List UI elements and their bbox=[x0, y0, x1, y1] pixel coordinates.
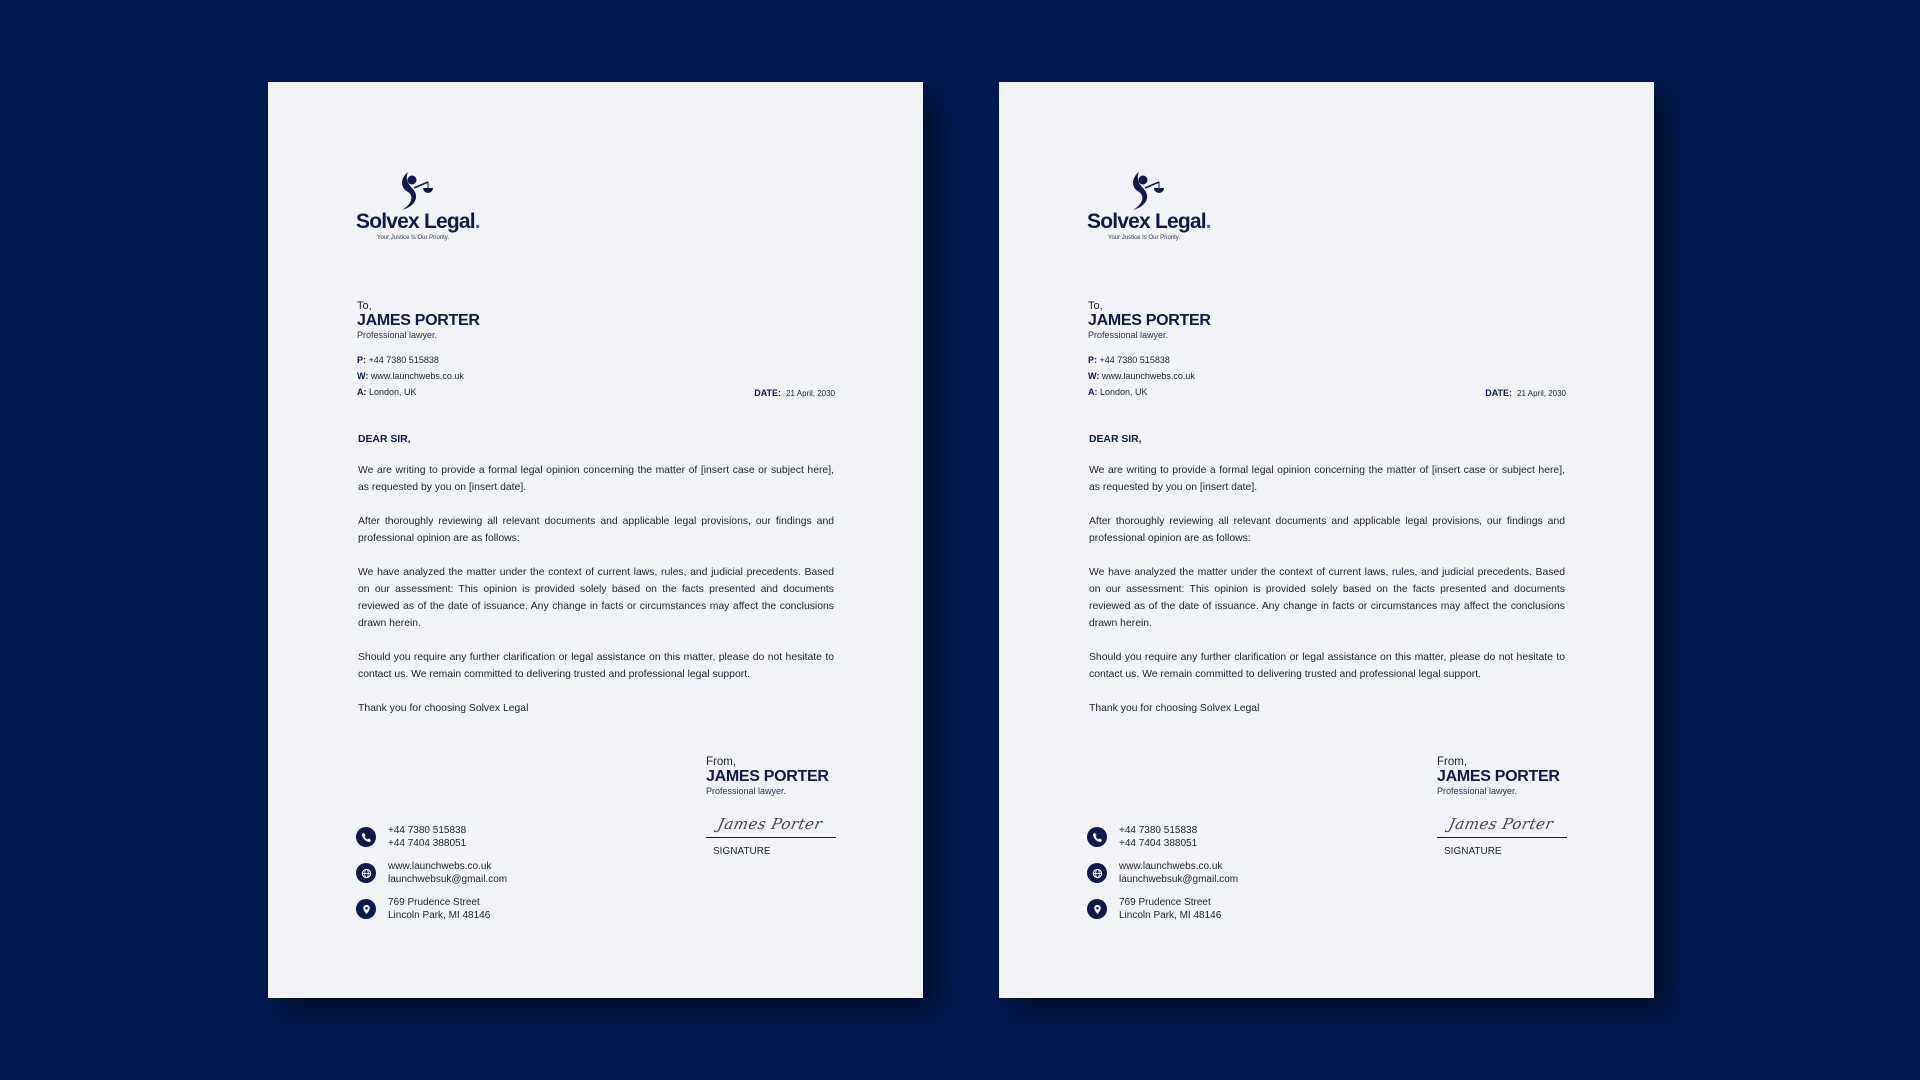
recipient-contacts bbox=[357, 352, 480, 400]
letterhead-page-right bbox=[999, 82, 1654, 998]
recipient-name: JAMES PORTER bbox=[357, 312, 480, 329]
from-label: From, bbox=[1437, 756, 1468, 768]
recipient-website: W: www.launchwebs.co.uk bbox=[1088, 371, 1195, 381]
brand-tagline: Your Justice Is Our Priority. bbox=[377, 235, 450, 241]
recipient-phone: P: +44 7380 515838 bbox=[1088, 355, 1170, 365]
brand-name: Solvex Legal. bbox=[1087, 210, 1211, 233]
footer-address-1: 769 Prudence Street bbox=[388, 897, 480, 908]
footer-address-row bbox=[1087, 896, 1238, 922]
globe-icon bbox=[356, 863, 376, 883]
signature-line bbox=[1437, 801, 1567, 838]
handwritten-signature: James Porter bbox=[1447, 815, 1556, 833]
footer-phone-1: +44 7380 515838 bbox=[1119, 825, 1198, 836]
footer-phone-1: +44 7380 515838 bbox=[388, 825, 467, 836]
footer-address-row bbox=[356, 896, 507, 922]
footer-contacts bbox=[1087, 824, 1238, 932]
recipient-website: W: www.launchwebs.co.uk bbox=[357, 371, 464, 381]
signature-label: SIGNATURE bbox=[713, 846, 771, 857]
globe-icon bbox=[1087, 863, 1107, 883]
letterhead-page-left bbox=[268, 82, 923, 998]
to-label: To, bbox=[357, 300, 372, 312]
footer-web-row bbox=[1087, 860, 1238, 886]
footer-phone-row bbox=[356, 824, 507, 850]
footer-contacts bbox=[356, 824, 507, 932]
closing-line: Thank you for choosing Solvex Legal bbox=[1089, 703, 1260, 714]
letter-date: DATE: 21 April, 2030 bbox=[1485, 388, 1566, 398]
paragraph: After thoroughly reviewing all relevant documents and applicable legal provisions, our findings and professional opinion are as follows: bbox=[358, 516, 834, 544]
phone-icon bbox=[356, 827, 376, 847]
handwritten-signature: James Porter bbox=[716, 815, 825, 833]
sender-block bbox=[1437, 756, 1567, 857]
signature-label: SIGNATURE bbox=[1444, 846, 1502, 857]
footer-email: launchwebsuk@gmail.com bbox=[1119, 874, 1239, 885]
paragraph: We are writing to provide a formal legal opinion concerning the matter of [insert case or subject here], as requested by you on [insert date]. bbox=[358, 465, 834, 493]
footer-website: www.launchwebs.co.uk bbox=[1119, 861, 1223, 872]
letter-body bbox=[358, 431, 834, 734]
recipient-address: A: London, UK bbox=[357, 387, 417, 397]
footer-phone-2: +44 7404 388051 bbox=[388, 838, 467, 849]
paragraph: We have analyzed the matter under the context of current laws, rules, and judicial precedents. Based on our assessment: This opinion is provided solely based on the facts presented and documents reviewed as of the date of issuance. Any change in facts or circumstances may affect the conclusions drawn herein. bbox=[1089, 567, 1565, 629]
brand-logo bbox=[1087, 170, 1217, 241]
location-pin-icon bbox=[356, 899, 376, 919]
signature-line bbox=[706, 801, 836, 838]
footer-address-2: Lincoln Park, MI 48146 bbox=[388, 910, 491, 921]
greeting: DEAR SIR, bbox=[1089, 434, 1142, 445]
sender-role: Professional lawyer. bbox=[706, 786, 787, 796]
recipient-phone: P: +44 7380 515838 bbox=[357, 355, 439, 365]
sender-name: JAMES PORTER bbox=[706, 768, 829, 785]
greeting: DEAR SIR, bbox=[358, 434, 411, 445]
brand-name: Solvex Legal. bbox=[356, 210, 480, 233]
sender-role: Professional lawyer. bbox=[1437, 786, 1518, 796]
recipient-role: Professional lawyer. bbox=[1088, 330, 1169, 340]
recipient-name: JAMES PORTER bbox=[1088, 312, 1211, 329]
justice-figure-icon bbox=[1125, 170, 1165, 212]
paragraph: Should you require any further clarification or legal assistance on this matter, please do not hesitate to contact us. We remain committed to delivering trusted and professional legal support. bbox=[358, 652, 834, 680]
recipient-contacts bbox=[1088, 352, 1211, 400]
footer-phone-row bbox=[1087, 824, 1238, 850]
footer-email: launchwebsuk@gmail.com bbox=[388, 874, 508, 885]
paragraph: Should you require any further clarification or legal assistance on this matter, please do not hesitate to contact us. We remain committed to delivering trusted and professional legal support. bbox=[1089, 652, 1565, 680]
location-pin-icon bbox=[1087, 899, 1107, 919]
paragraph: We are writing to provide a formal legal opinion concerning the matter of [insert case or subject here], as requested by you on [insert date]. bbox=[1089, 465, 1565, 493]
recipient-block bbox=[1088, 300, 1211, 400]
recipient-role: Professional lawyer. bbox=[357, 330, 438, 340]
recipient-address: A: London, UK bbox=[1088, 387, 1148, 397]
from-label: From, bbox=[706, 756, 737, 768]
footer-address-1: 769 Prudence Street bbox=[1119, 897, 1211, 908]
footer-phone-2: +44 7404 388051 bbox=[1119, 838, 1198, 849]
justice-figure-icon bbox=[394, 170, 434, 212]
footer-website: www.launchwebs.co.uk bbox=[388, 861, 492, 872]
closing-line: Thank you for choosing Solvex Legal bbox=[358, 703, 529, 714]
to-label: To, bbox=[1088, 300, 1103, 312]
footer-web-row bbox=[356, 860, 507, 886]
letter-date: DATE: 21 April, 2030 bbox=[754, 388, 835, 398]
sender-name: JAMES PORTER bbox=[1437, 768, 1560, 785]
footer-address-2: Lincoln Park, MI 48146 bbox=[1119, 910, 1222, 921]
phone-icon bbox=[1087, 827, 1107, 847]
brand-logo bbox=[356, 170, 486, 241]
brand-tagline: Your Justice Is Our Priority. bbox=[1108, 235, 1181, 241]
paragraph: After thoroughly reviewing all relevant documents and applicable legal provisions, our findings and professional opinion are as follows: bbox=[1089, 516, 1565, 544]
letter-body bbox=[1089, 431, 1565, 734]
recipient-block bbox=[357, 300, 480, 400]
sender-block bbox=[706, 756, 836, 857]
paragraph: We have analyzed the matter under the context of current laws, rules, and judicial precedents. Based on our assessment: This opinion is provided solely based on the facts presented and documents reviewed as of the date of issuance. Any change in facts or circumstances may affect the conclusions drawn herein. bbox=[358, 567, 834, 629]
